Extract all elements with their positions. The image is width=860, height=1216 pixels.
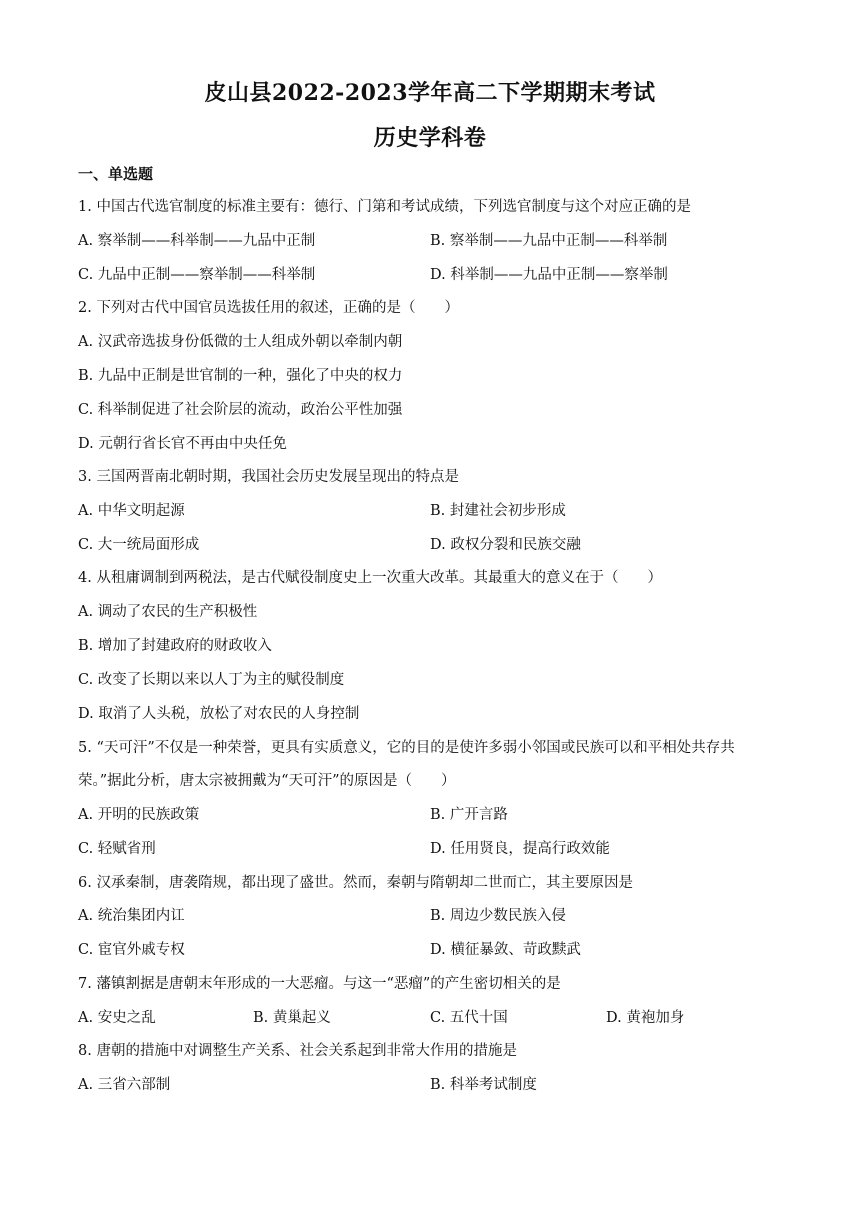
question-2-option-c: C. 科举制促进了社会阶层的流动，政治公平性加强 xyxy=(78,402,403,418)
question-5-stem-line-2: 荣。”据此分析，唐太宗被拥戴为“天可汗”的原因是（ ） xyxy=(78,773,456,789)
question-7-option-b: B. 黄巢起义 xyxy=(253,1010,331,1026)
question-7-option-d: D. 黄袍加身 xyxy=(606,1010,685,1026)
exam-subtitle: 历史学科卷 xyxy=(373,125,487,151)
question-4-option-b: B. 增加了封建政府的财政收入 xyxy=(78,638,272,654)
question-5-option-d: D. 任用贤良，提高行政效能 xyxy=(430,841,610,857)
question-5-option-a: A. 开明的民族政策 xyxy=(78,807,200,823)
question-5-stem-line-1: 5. “天可汗”不仅是一种荣誉，更具有实质意义，它的目的是使许多弱小邻国或民族可以和平相处共存共 xyxy=(78,740,735,756)
question-4-option-c: C. 改变了长期以来以人丁为主的赋役制度 xyxy=(78,672,345,688)
question-5-option-b: B. 广开言路 xyxy=(430,807,508,823)
question-1-option-b: B. 察举制——九品中正制——科举制 xyxy=(430,233,668,249)
section-heading: 一、单选题 xyxy=(78,165,154,183)
question-3-stem: 3. 三国两晋南北朝时期，我国社会历史发展呈现出的特点是 xyxy=(78,469,459,485)
question-3-option-a: A. 中华文明起源 xyxy=(78,503,185,519)
question-1-stem: 1. 中国古代选官制度的标准主要有：德行、门第和考试成绩，下列选官制度与这个对应正确的是 xyxy=(78,199,691,215)
question-7-option-c: C. 五代十国 xyxy=(430,1010,508,1026)
question-4-option-d: D. 取消了人头税，放松了对农民的人身控制 xyxy=(78,706,360,722)
question-2-stem: 2. 下列对古代中国官员选拔任用的叙述，正确的是（ ） xyxy=(78,300,459,316)
question-4-stem: 4. 从租庸调制到两税法，是古代赋役制度史上一次重大改革。其最重大的意义在于（ ） xyxy=(78,570,662,586)
question-6-option-d: D. 横征暴敛、苛政黩武 xyxy=(430,942,581,958)
question-1-option-a: A. 察举制——科举制——九品中正制 xyxy=(78,233,316,249)
question-1-option-c: C. 九品中正制——察举制——科举制 xyxy=(78,267,316,283)
question-3-option-d: D. 政权分裂和民族交融 xyxy=(430,537,581,553)
question-3-option-b: B. 封建社会初步形成 xyxy=(430,503,566,519)
question-4-option-a: A. 调动了农民的生产积极性 xyxy=(78,604,258,620)
question-2-option-d: D. 元朝行省长官不再由中央任免 xyxy=(78,436,287,452)
question-6-option-a: A. 统治集团内讧 xyxy=(78,908,185,924)
question-5-option-c: C. 轻赋省刑 xyxy=(78,841,156,857)
question-2-option-b: B. 九品中正制是世官制的一种，强化了中央的权力 xyxy=(78,368,403,384)
question-1-option-d: D. 科举制——九品中正制——察举制 xyxy=(430,267,668,283)
question-7-stem: 7. 藩镇割据是唐朝末年形成的一大恶瘤。与这一“恶瘤”的产生密切相关的是 xyxy=(78,976,561,992)
question-8-stem: 8. 唐朝的措施中对调整生产关系、社会关系起到非常大作用的措施是 xyxy=(78,1043,517,1059)
question-8-option-a: A. 三省六部制 xyxy=(78,1077,171,1093)
question-8-option-b: B. 科举考试制度 xyxy=(430,1077,537,1093)
question-6-option-c: C. 宦官外戚专权 xyxy=(78,942,185,958)
exam-title: 皮山县2022-2023学年高二下学期期末考试 xyxy=(204,80,656,106)
question-7-option-a: A. 安史之乱 xyxy=(78,1010,156,1026)
question-3-option-c: C. 大一统局面形成 xyxy=(78,537,200,553)
question-2-option-a: A. 汉武帝选拔身份低微的士人组成外朝以牵制内朝 xyxy=(78,334,403,350)
question-6-option-b: B. 周边少数民族入侵 xyxy=(430,908,566,924)
question-6-stem: 6. 汉承秦制，唐袭隋规，都出现了盛世。然而，秦朝与隋朝却二世而亡，其主要原因是 xyxy=(78,875,633,891)
